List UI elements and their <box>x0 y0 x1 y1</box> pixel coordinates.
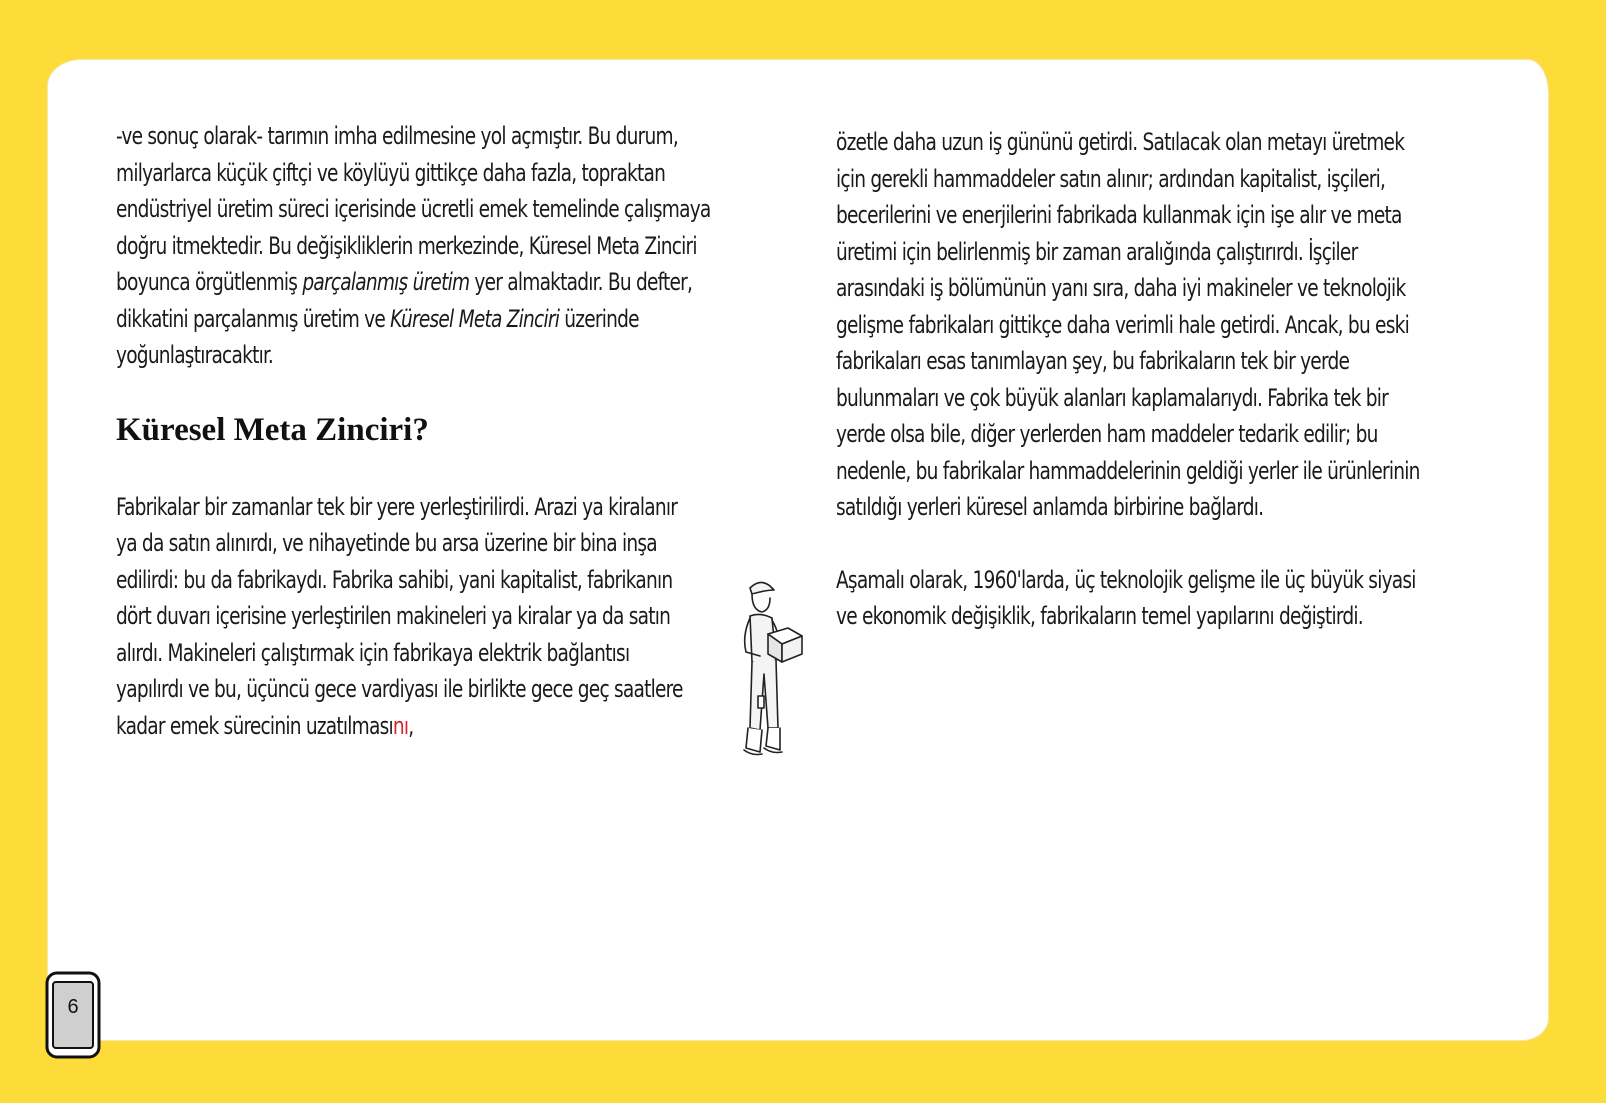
left-column <box>116 118 736 744</box>
changes-paragraph: Aşamalı olarak, 1960'larda, üç teknolojik gelişme ile üç büyük siyasi ve ekonomik değişiklik, fabrikaların temel yapılarını değiştirdi. <box>836 565 1416 630</box>
highlighted-suffix: nı <box>392 711 409 740</box>
intro-paragraph <box>116 118 735 374</box>
trailing-comma: , <box>408 711 414 740</box>
intro-italic-1: parçalanmış üretim <box>302 268 470 296</box>
paragraph-gap <box>836 526 1536 562</box>
factories-text: Fabrikalar bir zamanlar tek bir yere yerleştirilirdi. Arazi ya kiralanır ya da satın alınırdı, ve nihayetinde bu arsa üzerine bir bina inşa edilirdi: bu da fabrikaydı. Fabrika sahibi, yani kapitalist, fabrikanın dört duvarı içerisine yerleştirilen makineleri ya kiralar ya da satın alırdı. Makineleri çalıştırmak için fabrikaya elektrik bağlantısı yapılırdı ve bu, üçüncü gece vardiyası ile birlikte gece geç saatlere kadar emek sürecinin uzatılması <box>116 492 683 740</box>
intro-text-1: -ve sonuç olarak- tarımın imha edilmesine yol açmıştır. Bu durum, milyarlarca küçük çiftçi ve köylüyü gittikçe daha fazla, topraktan endüstriyel üretim süreci içerisinde ücretli emek temelinde çalışmaya doğru itmektedir. Bu değişikliklerin merkezinde, Küresel Meta Zinciri boyunca örgütlenmiş <box>116 122 711 296</box>
worker-carrying-box-icon <box>730 578 806 768</box>
intro-text-3: üzerinde yoğunlaştıracaktır. <box>116 304 639 369</box>
section-heading: Küresel Meta Zinciri? <box>116 411 429 448</box>
intro-italic-2: Küresel Meta Zinciri <box>390 304 560 333</box>
continuation-paragraph: özetle daha uzun iş gününü getirdi. Satılacak olan metayı üretmek için gerekli hammaddeler satın alınır; ardından kapitalist, işçileri, becerilerini ve enerjilerini fabrikada kullanmak için işe alır ve meta üretimi için belirlenmiş bir zaman aralığında çalıştırırdı. İşçiler arasındaki iş bölümünün yanı sıra, daha iyi makineler ve teknolojik gelişme fabrikaları gittikçe daha verimli hale getirdi. Ancak, bu eski fabrikaları esas tanımlayan şey, bu fabrikaların tek bir yerde bulunmaları ve çok büyük alanları kaplamalarıydı. Fabrika tek bir yerde olsa bile, diğer yerlerden ham maddeler tedarik edilir; bu nedenle, bu fabrikalar hammaddelerinin geldiği yerler ile ürünlerinin satıldığı yerleri küresel anlamda birbirine bağlardı. <box>836 128 1420 521</box>
factories-paragraph <box>116 489 687 745</box>
page-number: 6 <box>67 996 79 1018</box>
intro-text-2: yer almaktadır. Bu defter, dikkatini parçalanmış üretim ve <box>116 268 693 333</box>
right-column <box>836 124 1536 635</box>
